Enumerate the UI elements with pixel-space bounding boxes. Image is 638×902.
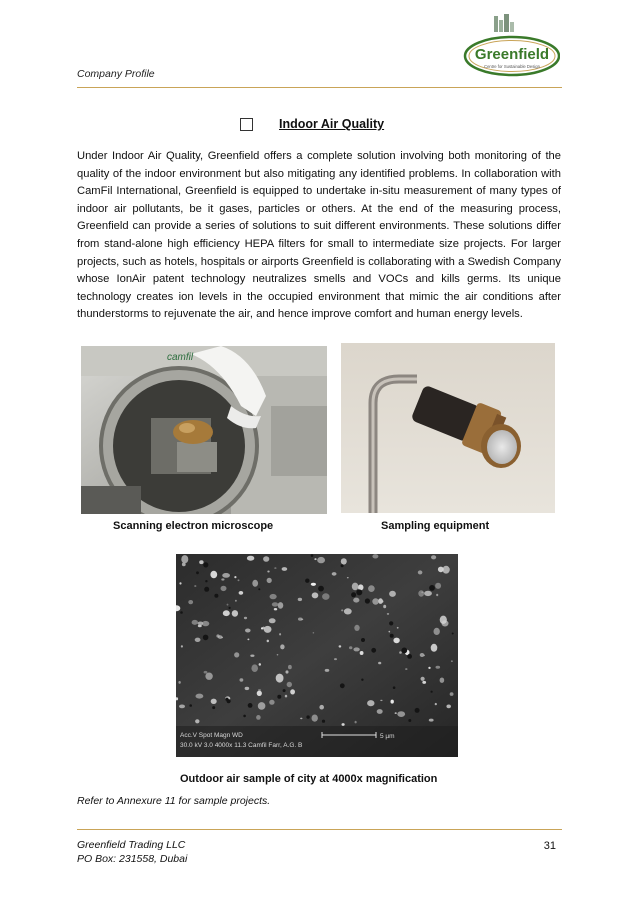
sem-particle	[418, 570, 423, 574]
sem-particle	[380, 700, 382, 701]
logo-text: Greenfield	[474, 46, 550, 63]
sem-pore	[283, 689, 286, 692]
sem-pore	[318, 586, 324, 592]
microscope-photo	[81, 346, 327, 514]
sem-particle	[188, 600, 193, 604]
sem-particle	[267, 571, 269, 573]
footer-address-block	[77, 838, 187, 866]
sem-pore	[371, 648, 376, 653]
sem-sample-image	[176, 554, 458, 757]
sem-particle	[451, 661, 453, 662]
sem-particle	[342, 723, 345, 726]
sem-pore	[415, 708, 420, 713]
sem-pore	[203, 562, 208, 567]
sem-particle	[421, 592, 423, 594]
sem-particle	[202, 621, 209, 626]
sem-particle	[429, 719, 434, 722]
sem-pore	[431, 691, 433, 693]
sem-particle	[247, 639, 249, 641]
sem-particle	[181, 555, 188, 563]
annexure-note: Refer to Annexure 11 for sample projects.	[77, 795, 271, 807]
sem-particle	[341, 609, 343, 611]
sem-particle	[372, 598, 379, 604]
sem-particle	[257, 691, 262, 696]
sem-particle	[222, 573, 230, 578]
sem-particle	[300, 718, 302, 720]
sem-particle	[269, 618, 276, 623]
sem-particle	[420, 653, 425, 657]
sem-pore	[365, 598, 370, 603]
sem-particle	[389, 591, 396, 597]
sem-particle	[192, 620, 198, 625]
sem-particle	[325, 669, 330, 672]
camfil-label: camfil	[167, 352, 194, 363]
sem-particle	[256, 715, 261, 720]
sem-particle	[279, 633, 281, 635]
sem-particle	[280, 644, 284, 649]
sem-particle	[378, 598, 383, 604]
sem-pore	[277, 695, 281, 699]
sem-label-row1: Acc.V Spot Magn WD	[180, 732, 243, 739]
sem-particle	[272, 602, 278, 606]
sem-pore	[311, 554, 314, 557]
sem-particle	[424, 591, 432, 596]
sem-particle	[259, 663, 261, 666]
sem-pore	[341, 564, 344, 567]
sem-particle	[377, 709, 383, 714]
page-number: 31	[543, 840, 556, 852]
sem-particle	[211, 699, 217, 704]
sem-pore	[389, 621, 393, 625]
sem-particle	[234, 652, 239, 657]
company-logo	[440, 12, 560, 82]
sem-scale-label: 5 µm	[380, 733, 395, 740]
sem-particle	[389, 631, 391, 633]
sem-pore	[180, 611, 183, 614]
sem-particle	[178, 681, 180, 684]
microscope-caption: Scanning electron microscope	[113, 520, 274, 532]
sem-pore	[204, 587, 209, 592]
sem-particle	[421, 677, 425, 681]
sem-particle	[434, 628, 440, 635]
sem-particle	[428, 667, 430, 669]
sem-pore	[340, 683, 345, 688]
sem-particle	[353, 647, 359, 651]
sem-particle	[360, 651, 364, 655]
sem-particle	[252, 580, 258, 587]
sem-particle	[395, 712, 397, 714]
sem-particle	[435, 583, 441, 589]
sem-particle	[332, 572, 337, 576]
sem-particle	[251, 664, 258, 672]
sem-particle	[269, 700, 274, 705]
sem-particle	[277, 654, 279, 655]
sample-caption: Outdoor air sample of city at 4000x magnification	[180, 773, 438, 785]
sem-particle	[227, 604, 229, 606]
sem-particle	[298, 598, 302, 601]
sem-particle	[436, 666, 441, 669]
sem-particle	[210, 571, 217, 578]
sem-particle	[422, 681, 426, 684]
footer-rule	[77, 829, 562, 830]
sem-particle	[349, 646, 352, 649]
sem-particle	[276, 674, 284, 683]
sem-particle	[431, 555, 436, 559]
sem-particle	[232, 610, 238, 617]
checkbox-icon	[240, 118, 253, 131]
sem-particle	[319, 705, 324, 710]
footer-company: Greenfield Trading LLC	[77, 839, 186, 851]
sem-pore	[189, 704, 192, 707]
sem-particle	[223, 610, 230, 616]
sem-pore	[214, 594, 218, 598]
sem-particle	[442, 620, 449, 626]
sem-particle	[199, 560, 203, 564]
sem-particle	[204, 671, 208, 674]
sem-pore	[205, 580, 207, 582]
sem-particle	[179, 705, 185, 709]
sem-particle	[387, 613, 389, 615]
sem-particle	[383, 605, 386, 609]
sem-particle	[312, 715, 318, 722]
sem-particle	[258, 702, 266, 710]
sem-label-row2: 30.0 kV 3.0 4000x 11.3 Camfil Farr, A.G. B	[180, 742, 303, 749]
sem-pore	[452, 633, 454, 635]
sem-particle	[339, 645, 342, 647]
sem-particle	[355, 721, 357, 724]
sem-particle	[250, 655, 254, 657]
sem-pore	[429, 585, 435, 591]
sem-particle	[282, 567, 288, 571]
sampling-caption: Sampling equipment	[381, 520, 490, 532]
sem-particle	[436, 594, 438, 596]
sem-particle	[221, 586, 227, 591]
sem-particle	[391, 700, 394, 704]
sem-particle	[221, 578, 224, 580]
sem-particle	[393, 638, 399, 644]
sem-particle	[397, 711, 405, 717]
sem-particle	[274, 608, 277, 610]
sem-particle	[418, 590, 424, 596]
sem-pore	[390, 634, 394, 638]
sem-pore	[305, 579, 309, 583]
section-title: Indoor Air Quality	[279, 117, 385, 131]
section-body: Under Indoor Air Quality, Greenfield offers a complete solution involving both monitoring of the quality of the indoor environment but also mitigating any identified problems. In collaboration with CamFil International, Greenfield is equipped to undertake in-situ measurement of many types of indoor air pollutants, be it gases, particles or others. At the end of the measuring process, Greenfield can provide a series of solutions to suit different environments. These solutions differ from stand-alone high efficiency HEPA filters for small to intermediate size projects. For larger projects, such as hotels, hospitals or airports Greenfield is collaborating with a Swedish Company whose IonAir patent technology neutralizes smells and VOCs and kills germs. Its unique technology creates ion levels in the occupied environment that mimic the air conditions after thunderstorms to rejuvenate the air, and hence improve comfort and human energy levels.	[77, 150, 561, 321]
sem-pore	[322, 720, 325, 723]
sem-particle	[234, 576, 236, 578]
sem-particle	[274, 567, 276, 568]
sem-particle	[442, 566, 449, 574]
sem-particle	[198, 625, 202, 627]
sem-particle	[397, 627, 399, 629]
sem-particle	[353, 598, 359, 603]
sem-particle	[205, 673, 212, 680]
sem-particle	[270, 594, 277, 599]
sem-particle	[431, 644, 438, 652]
sem-particle	[262, 627, 264, 630]
sem-particle	[290, 689, 295, 694]
header-label: Company Profile	[77, 68, 155, 80]
sem-particle	[195, 638, 201, 642]
sem-particle	[312, 592, 319, 598]
sem-pore	[229, 607, 231, 609]
sem-particle	[311, 583, 316, 586]
sem-particle	[368, 585, 375, 592]
sem-particle	[267, 640, 269, 643]
sem-particle	[264, 626, 272, 633]
sem-particle	[240, 678, 244, 681]
sem-pore	[393, 686, 396, 689]
header-rule	[77, 87, 562, 88]
sem-particle	[347, 577, 349, 578]
sem-pore	[356, 589, 362, 595]
sem-particle	[235, 600, 237, 602]
sem-particle	[440, 678, 445, 683]
sem-particle	[313, 632, 315, 633]
sem-particle	[334, 658, 337, 660]
sem-pore	[306, 715, 309, 718]
sem-pore	[361, 638, 365, 642]
footer-address: PO Box: 231558, Dubai	[77, 853, 188, 865]
sem-particle	[446, 705, 451, 709]
sem-particle	[287, 682, 292, 687]
sem-particle	[314, 558, 316, 560]
sem-particle	[435, 703, 437, 705]
sem-particle	[239, 591, 244, 595]
sem-particle	[263, 556, 269, 562]
sem-particle	[278, 602, 284, 609]
sem-particle	[405, 668, 407, 669]
sem-pore	[196, 571, 199, 574]
sem-particle	[286, 670, 289, 673]
sem-particle	[285, 695, 287, 698]
section-heading	[240, 115, 384, 133]
sem-particle	[378, 662, 381, 665]
sem-particle	[267, 578, 272, 583]
sampling-equipment-photo	[341, 343, 555, 513]
sem-particle	[216, 634, 219, 637]
sem-pore	[203, 635, 209, 641]
sem-particle	[399, 651, 402, 654]
sem-particle	[372, 554, 378, 558]
sem-particle	[245, 629, 251, 633]
sem-pore	[248, 703, 253, 708]
sem-particle	[352, 583, 359, 591]
sem-particle	[354, 625, 359, 631]
sem-particle	[238, 579, 240, 581]
sem-particle	[179, 582, 181, 584]
sem-pore	[351, 592, 356, 597]
sem-pore	[407, 654, 412, 659]
logo-tagline: Centre for Sustainable Design	[484, 64, 540, 69]
sem-pore	[243, 715, 246, 718]
sem-pore	[227, 699, 231, 703]
sem-pore	[258, 588, 260, 590]
sem-particle	[181, 645, 183, 647]
sem-pore	[401, 648, 407, 654]
sem-particle	[247, 556, 254, 561]
sem-particle	[367, 700, 374, 706]
sem-pore	[212, 706, 215, 709]
sem-particle	[196, 694, 204, 699]
sem-particle	[317, 557, 325, 563]
sem-particle	[344, 608, 352, 614]
sem-pore	[361, 679, 363, 681]
sem-particle	[288, 665, 292, 669]
sem-particle	[322, 593, 329, 600]
sem-particle	[245, 687, 250, 690]
sem-particle	[194, 585, 196, 587]
sem-particle	[298, 618, 303, 621]
sem-pore	[408, 719, 411, 722]
sem-particle	[195, 719, 199, 723]
sem-particle	[341, 558, 347, 564]
sem-particle	[450, 692, 454, 696]
sem-particle	[244, 617, 247, 619]
